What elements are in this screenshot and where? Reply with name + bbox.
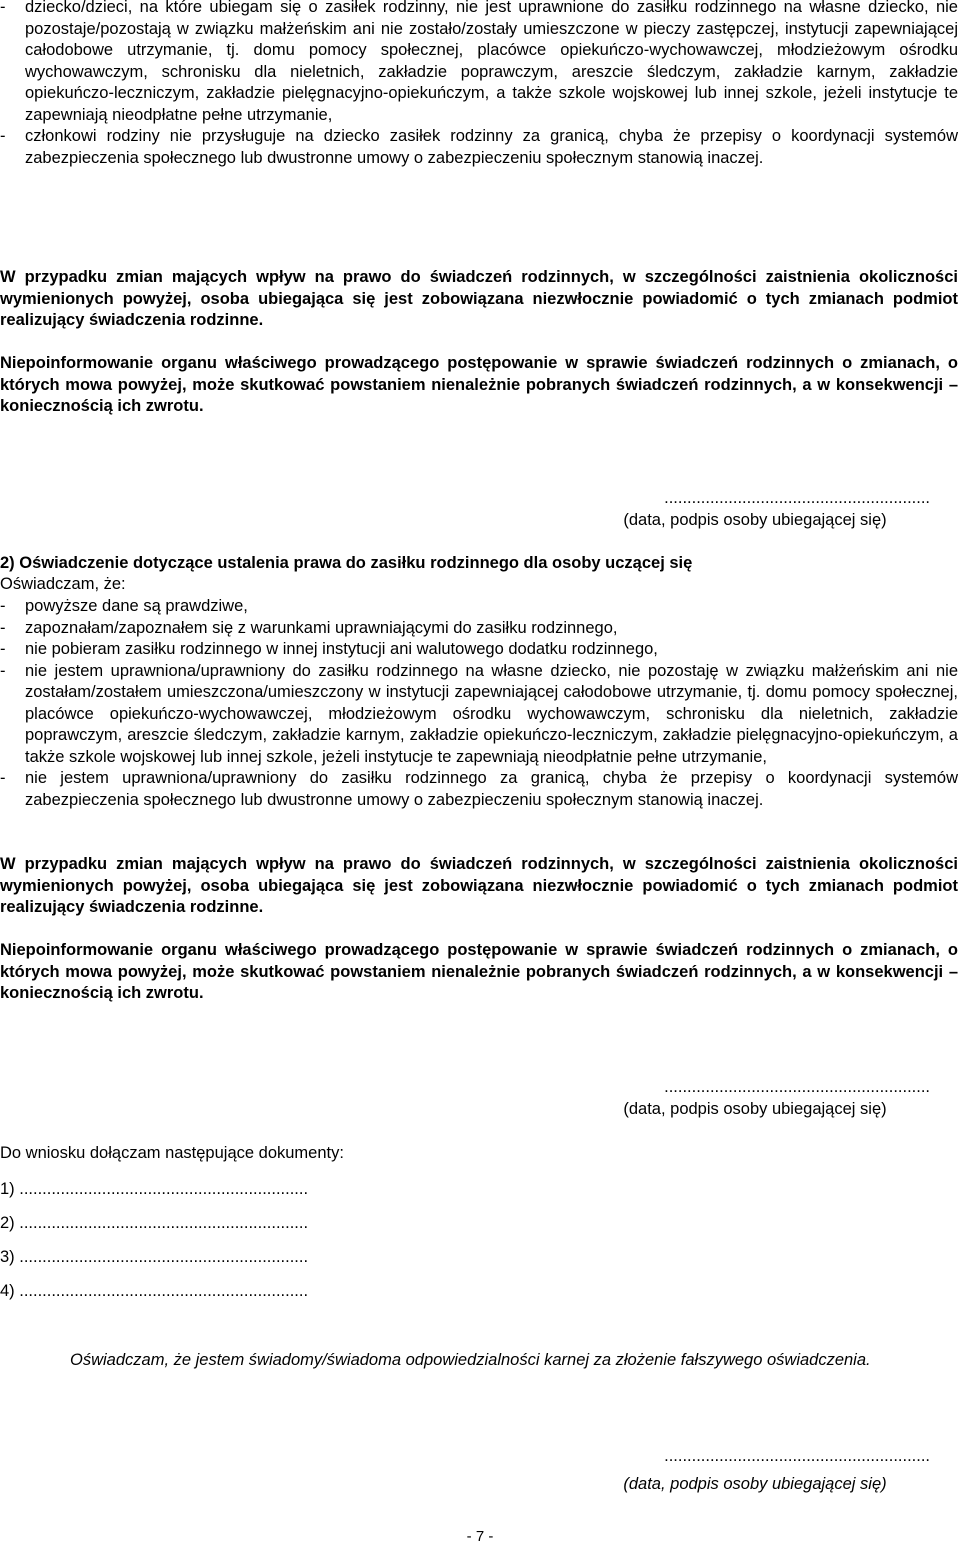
signature-caption: (data, podpis osoby ubiegającej się) [623,511,887,529]
list-item: - dziecko/dzieci, na które ubiegam się o zasiłek rodzinny, nie jest uprawnione do zasiłku rodzinnego na własne dziecko, nie pozostaje/pozostają w związku małżeńskim ani nie zostało/zostały umieszczone w pieczy zastępczej, instytucji zapewniającej całodobowe utrzymanie, tj. domu pomocy społecznej, placówce opiekuńczo-wychowawczej, młodzieżowym ośrodku wychowawczym, schronisku dla nieletnich, zakładzie poprawczym, areszcie śledczym, zakładzie karnym, zakładzie opiekuńczo-leczniczym, zakładzie pielęgnacyjno-opiekuńczym, a także szkole wojskowej lub innej szkole, jeżeli instytucje te zapewniają nieodpłatne pełne utrzymanie, [0,0,958,124]
section2-intro: Oświadczam, że: [0,575,126,593]
list-item: - nie jestem uprawniona/uprawniony do zasiłku rodzinnego za granicą, chyba że przepisy o koordynacji systemów zabezpieczenia społecznego lub dwustronne umowy o zabezpieczeniu społecznym stanowią inaczej. [0,769,958,809]
final-statement: Oświadczam, że jestem świadomy/świadoma odpowiedzialności karnej za złożenie fałszywego oświadczenia. [70,1351,871,1369]
notice-changes: W przypadku zmian mających wpływ na prawo do świadczeń rodzinnych, w szczególności zaistnienia okoliczności wymienionych powyżej, osoba ubiegająca się jest zobowiązana niezwłocznie powiadomić o tych zmianach podmiot realizujący świadczenia rodzinne. [0,855,958,916]
section2-heading: 2) Oświadczenie dotyczące ustalenia prawa do zasiłku rodzinnego dla osoby uczącej się [0,554,693,572]
notice-consequences: Niepoinformowanie organu właściwego prowadzącego postępowanie w sprawie świadczeń rodzinnych o zmianach, o których mowa powyżej, może skutkować powstaniem nienależnie pobranych świadczeń rodzinnych, a w konsekwencji – koniecznością ich zwrotu. [0,941,958,1002]
page-number: - 7 - [466,1528,494,1545]
signature-caption: (data, podpis osoby ubiegającej się) [623,1100,887,1118]
attachments-list [0,1178,540,1314]
list-item: - powyższe dane są prawdziwe, [0,597,248,615]
attachment-line: 3) ............................................................... [0,1248,309,1266]
notice-consequences: Niepoinformowanie organu właściwego prowadzącego postępowanie w sprawie świadczeń rodzinnych o zmianach, o których mowa powyżej, może skutkować powstaniem nienależnie pobranych świadczeń rodzinnych, a w konsekwencji – koniecznością ich zwrotu. [0,354,958,415]
signature-block [490,487,930,531]
notice-changes: W przypadku zmian mających wpływ na prawo do świadczeń rodzinnych, w szczególności zaistnienia okoliczności wymienionych powyżej, osoba ubiegająca się jest zobowiązana niezwłocznie powiadomić o tych zmianach podmiot realizujący świadczenia rodzinne. [0,268,958,329]
signature-line: .......................................................... [664,1078,930,1096]
signature-block [490,1445,930,1495]
signature-caption: (data, podpis osoby ubiegającej się) [623,1475,887,1493]
attachment-line: 4) ............................................................... [0,1282,309,1300]
section2-list [0,596,958,811]
signature-line: .......................................................... [664,1447,930,1465]
attachments-label: Do wniosku dołączam następujące dokumenty: [0,1144,344,1162]
list-item: - nie jestem uprawniona/uprawniony do zasiłku rodzinnego na własne dziecko, nie pozostaję w związku małżeńskim ani nie zostałam/zostałem umieszczona/umieszczony w instytucji zapewniającej całodobowe utrzymanie, tj. domu pomocy społecznej, placówce opiekuńczo-wychowawczej, młodzieżowym ośrodku wychowawczym, schronisku dla nieletnich, zakładzie poprawczym, areszcie śledczym, zakładzie karnym, zakładzie opiekuńczo-leczniczym, zakładzie pielęgnacyjno-opiekuńczym, a także szkole wojskowej lub innej szkole, jeżeli instytucje te zapewniają nieodpłatnie pełne utrzymanie, [0,661,958,766]
list-item: - członkowi rodziny nie przysługuje na dziecko zasiłek rodzinny za granicą, chyba że przepisy o koordynacji systemów zabezpieczenia społecznego lub dwustronne umowy o zabezpieczeniu społecznym stanowią inaczej. [0,127,958,167]
section1-list [0,0,958,169]
attachment-line: 2) ............................................................... [0,1214,309,1232]
list-item: - nie pobieram zasiłku rodzinnego w innej instytucji ani walutowego dodatku rodzinnego, [0,640,658,658]
list-item: - zapoznałam/zapoznałem się z warunkami uprawniającymi do zasiłku rodzinnego, [0,618,618,637]
signature-block [490,1076,930,1120]
attachment-line: 1) ............................................................... [0,1180,309,1198]
signature-line: .......................................................... [664,489,930,507]
